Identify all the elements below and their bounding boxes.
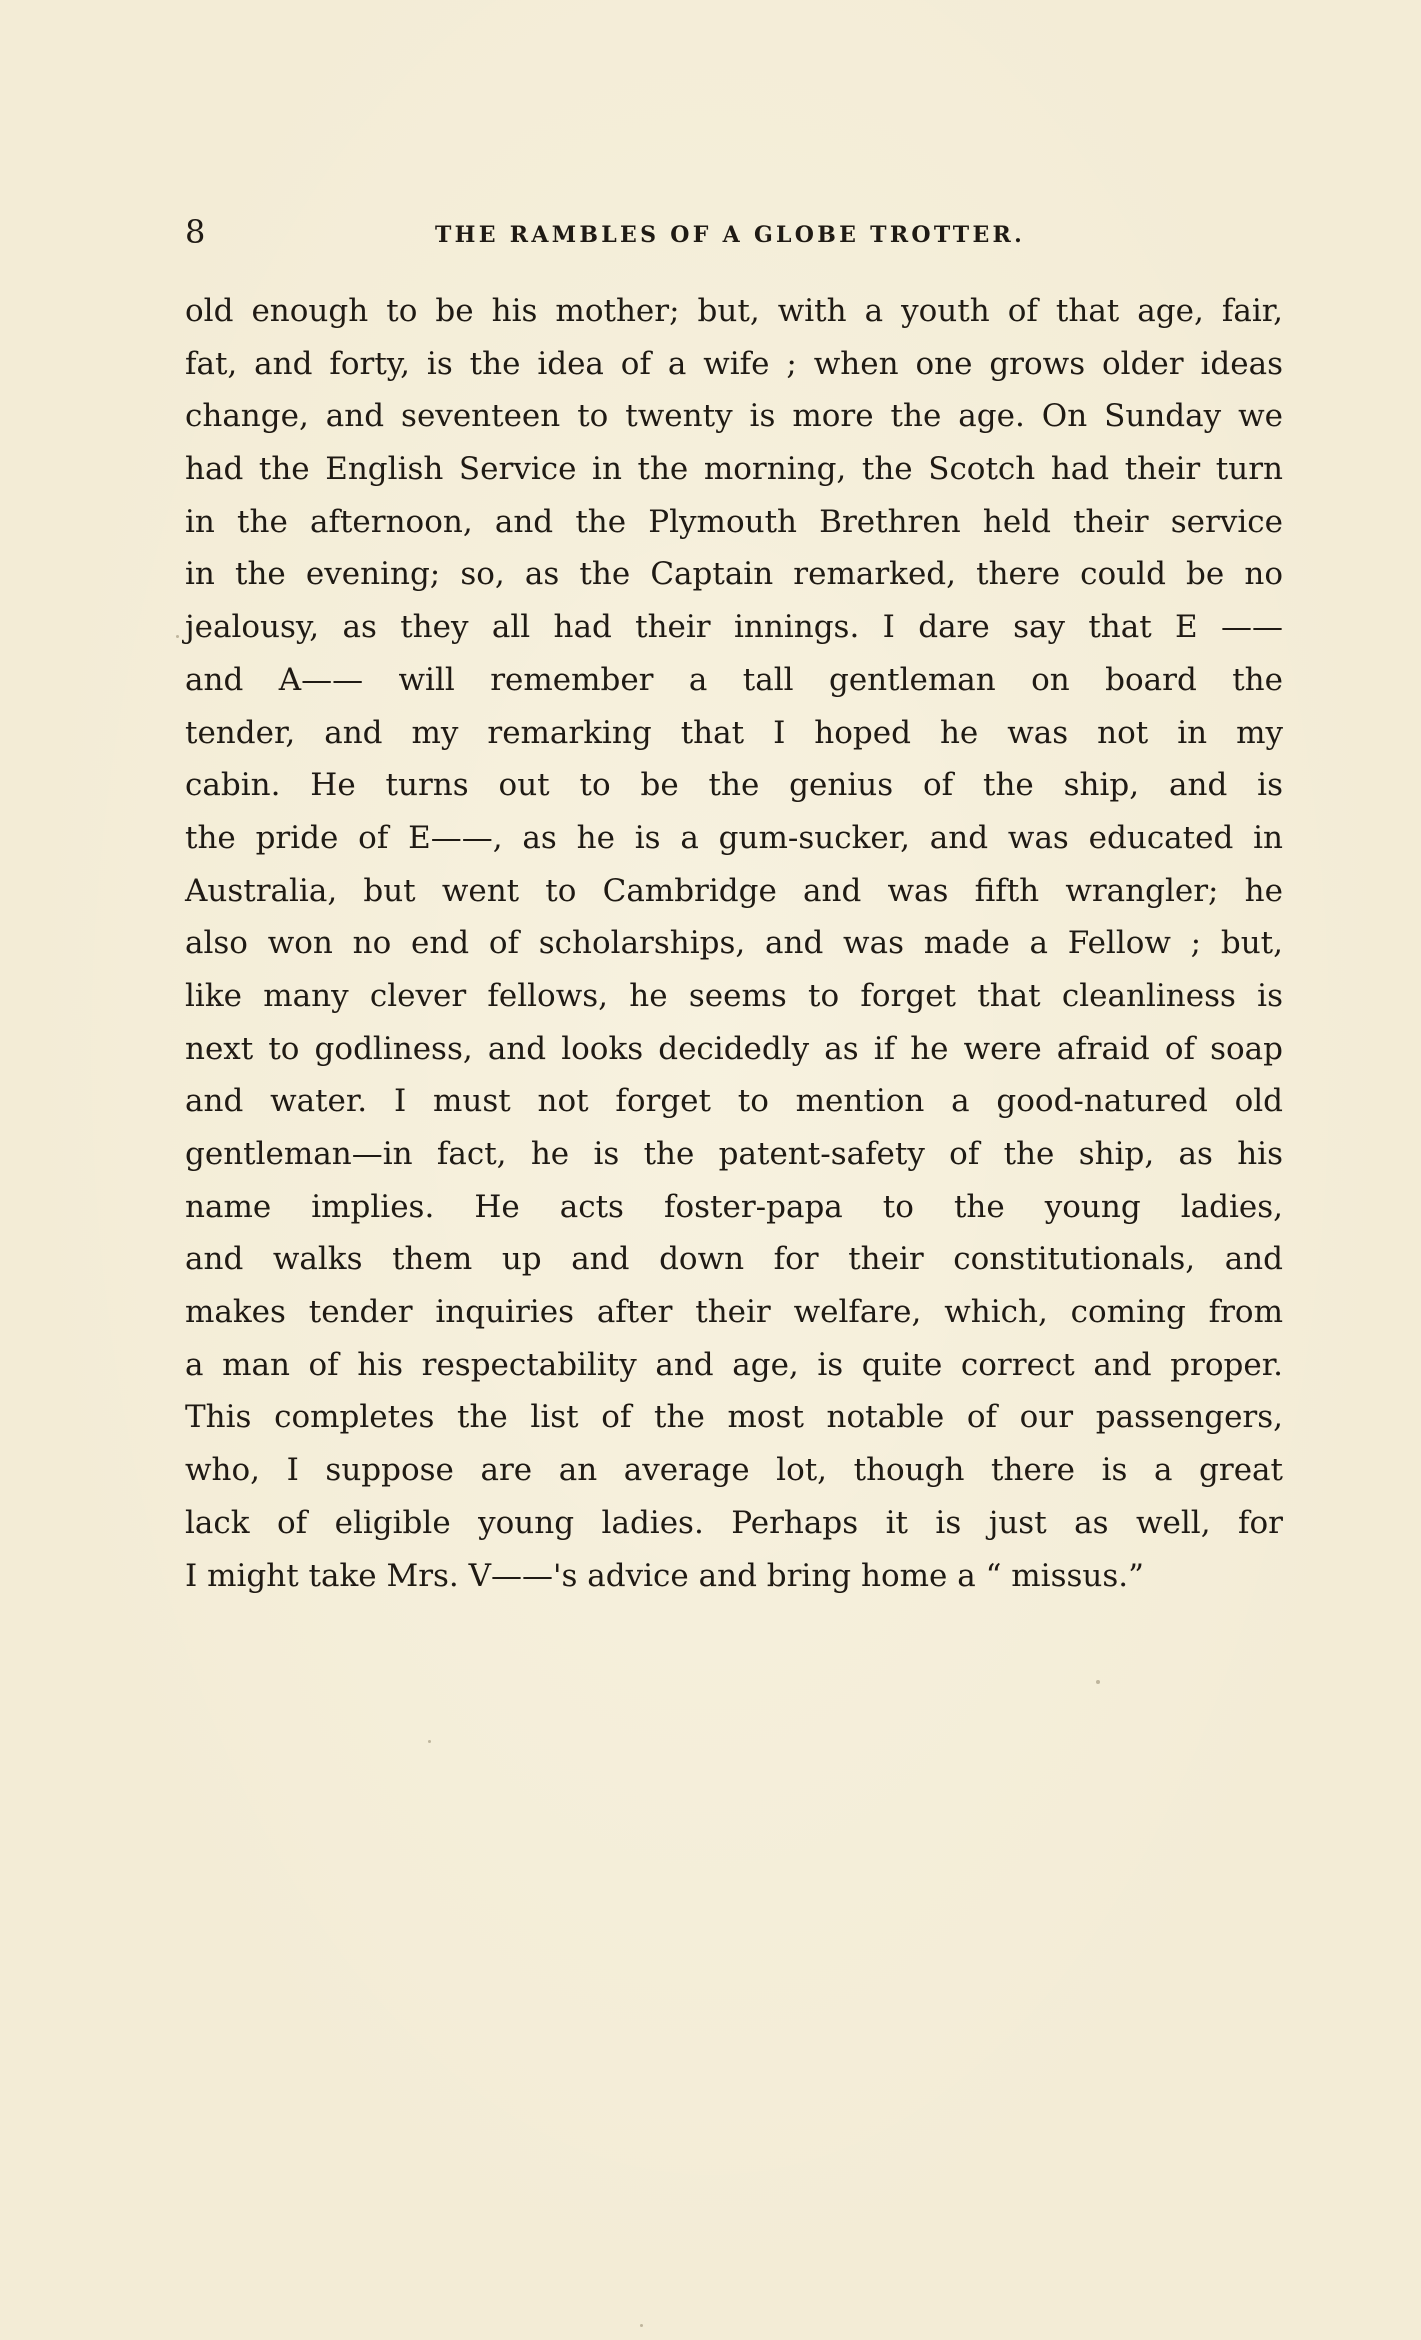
text-line: change, and seventeen to twenty is more the age. On Sunday we [185,398,1283,435]
text-line: This completes the list of the most notable of our passengers, [185,1399,1283,1436]
paper-speck [640,2324,643,2327]
text-line: in the afternoon, and the Plymouth Brethren held their service [185,503,1283,540]
text-line: and A—— will remember a tall gentleman on board the [185,661,1283,698]
text-line: like many clever fellows, he seems to forget that cleanliness is [185,977,1283,1014]
running-title: THE RAMBLES OF A GLOBE TROTTER. [435,222,1026,248]
text-line: a man of his respectability and age, is quite correct and proper. [185,1346,1283,1383]
text-line: old enough to be his mother; but, with a youth of that age, fair, [185,293,1283,329]
text-line: gentleman—in fact, he is the patent-safety of the ship, as his [185,1136,1283,1172]
text-line: jealousy, as they all had their innings. I dare say that E —— [185,609,1283,646]
text-line: had the English Service in the morning, the Scotch had their turn [185,451,1283,488]
text-line-last: I might take Mrs. V——'s advice and bring home a “ missus.” [185,1557,1144,1594]
text-line: the pride of E——, as he is a gum-sucker, and was educated in [185,819,1283,856]
paper-speck [1096,1680,1100,1684]
paper-speck [428,1740,431,1743]
text-line: tender, and my remarking that I hoped he was not in my [185,714,1283,751]
text-line: in the evening; so, as the Captain remarked, there could be no [185,556,1283,593]
text-line: cabin. He turns out to be the genius of the ship, and is [185,767,1283,804]
text-line: makes tender inquiries after their welfare, which, coming from [185,1294,1283,1331]
text-line: Australia, but went to Cambridge and was fifth wrangler; he [185,872,1283,909]
text-line: and water. I must not forget to mention a good-natured old [185,1083,1283,1120]
text-line: fat, and forty, is the idea of a wife ; when one grows older ideas [185,345,1283,382]
text-line: and walks them up and down for their constitutionals, and [185,1241,1283,1278]
page-number: 8 [185,213,206,251]
page-header [185,208,1285,258]
text-line: also won no end of scholarships, and was made a Fellow ; but, [185,925,1283,962]
body-text [185,285,1283,1602]
text-line: who, I suppose are an average lot, though there is a great [185,1452,1283,1489]
text-line: lack of eligible young ladies. Perhaps it is just as well, for [185,1504,1283,1541]
text-line: name implies. He acts foster-papa to the young ladies, [185,1188,1283,1225]
paper-speck [176,635,179,638]
text-line: next to godliness, and looks decidedly as if he were afraid of soap [185,1030,1283,1067]
